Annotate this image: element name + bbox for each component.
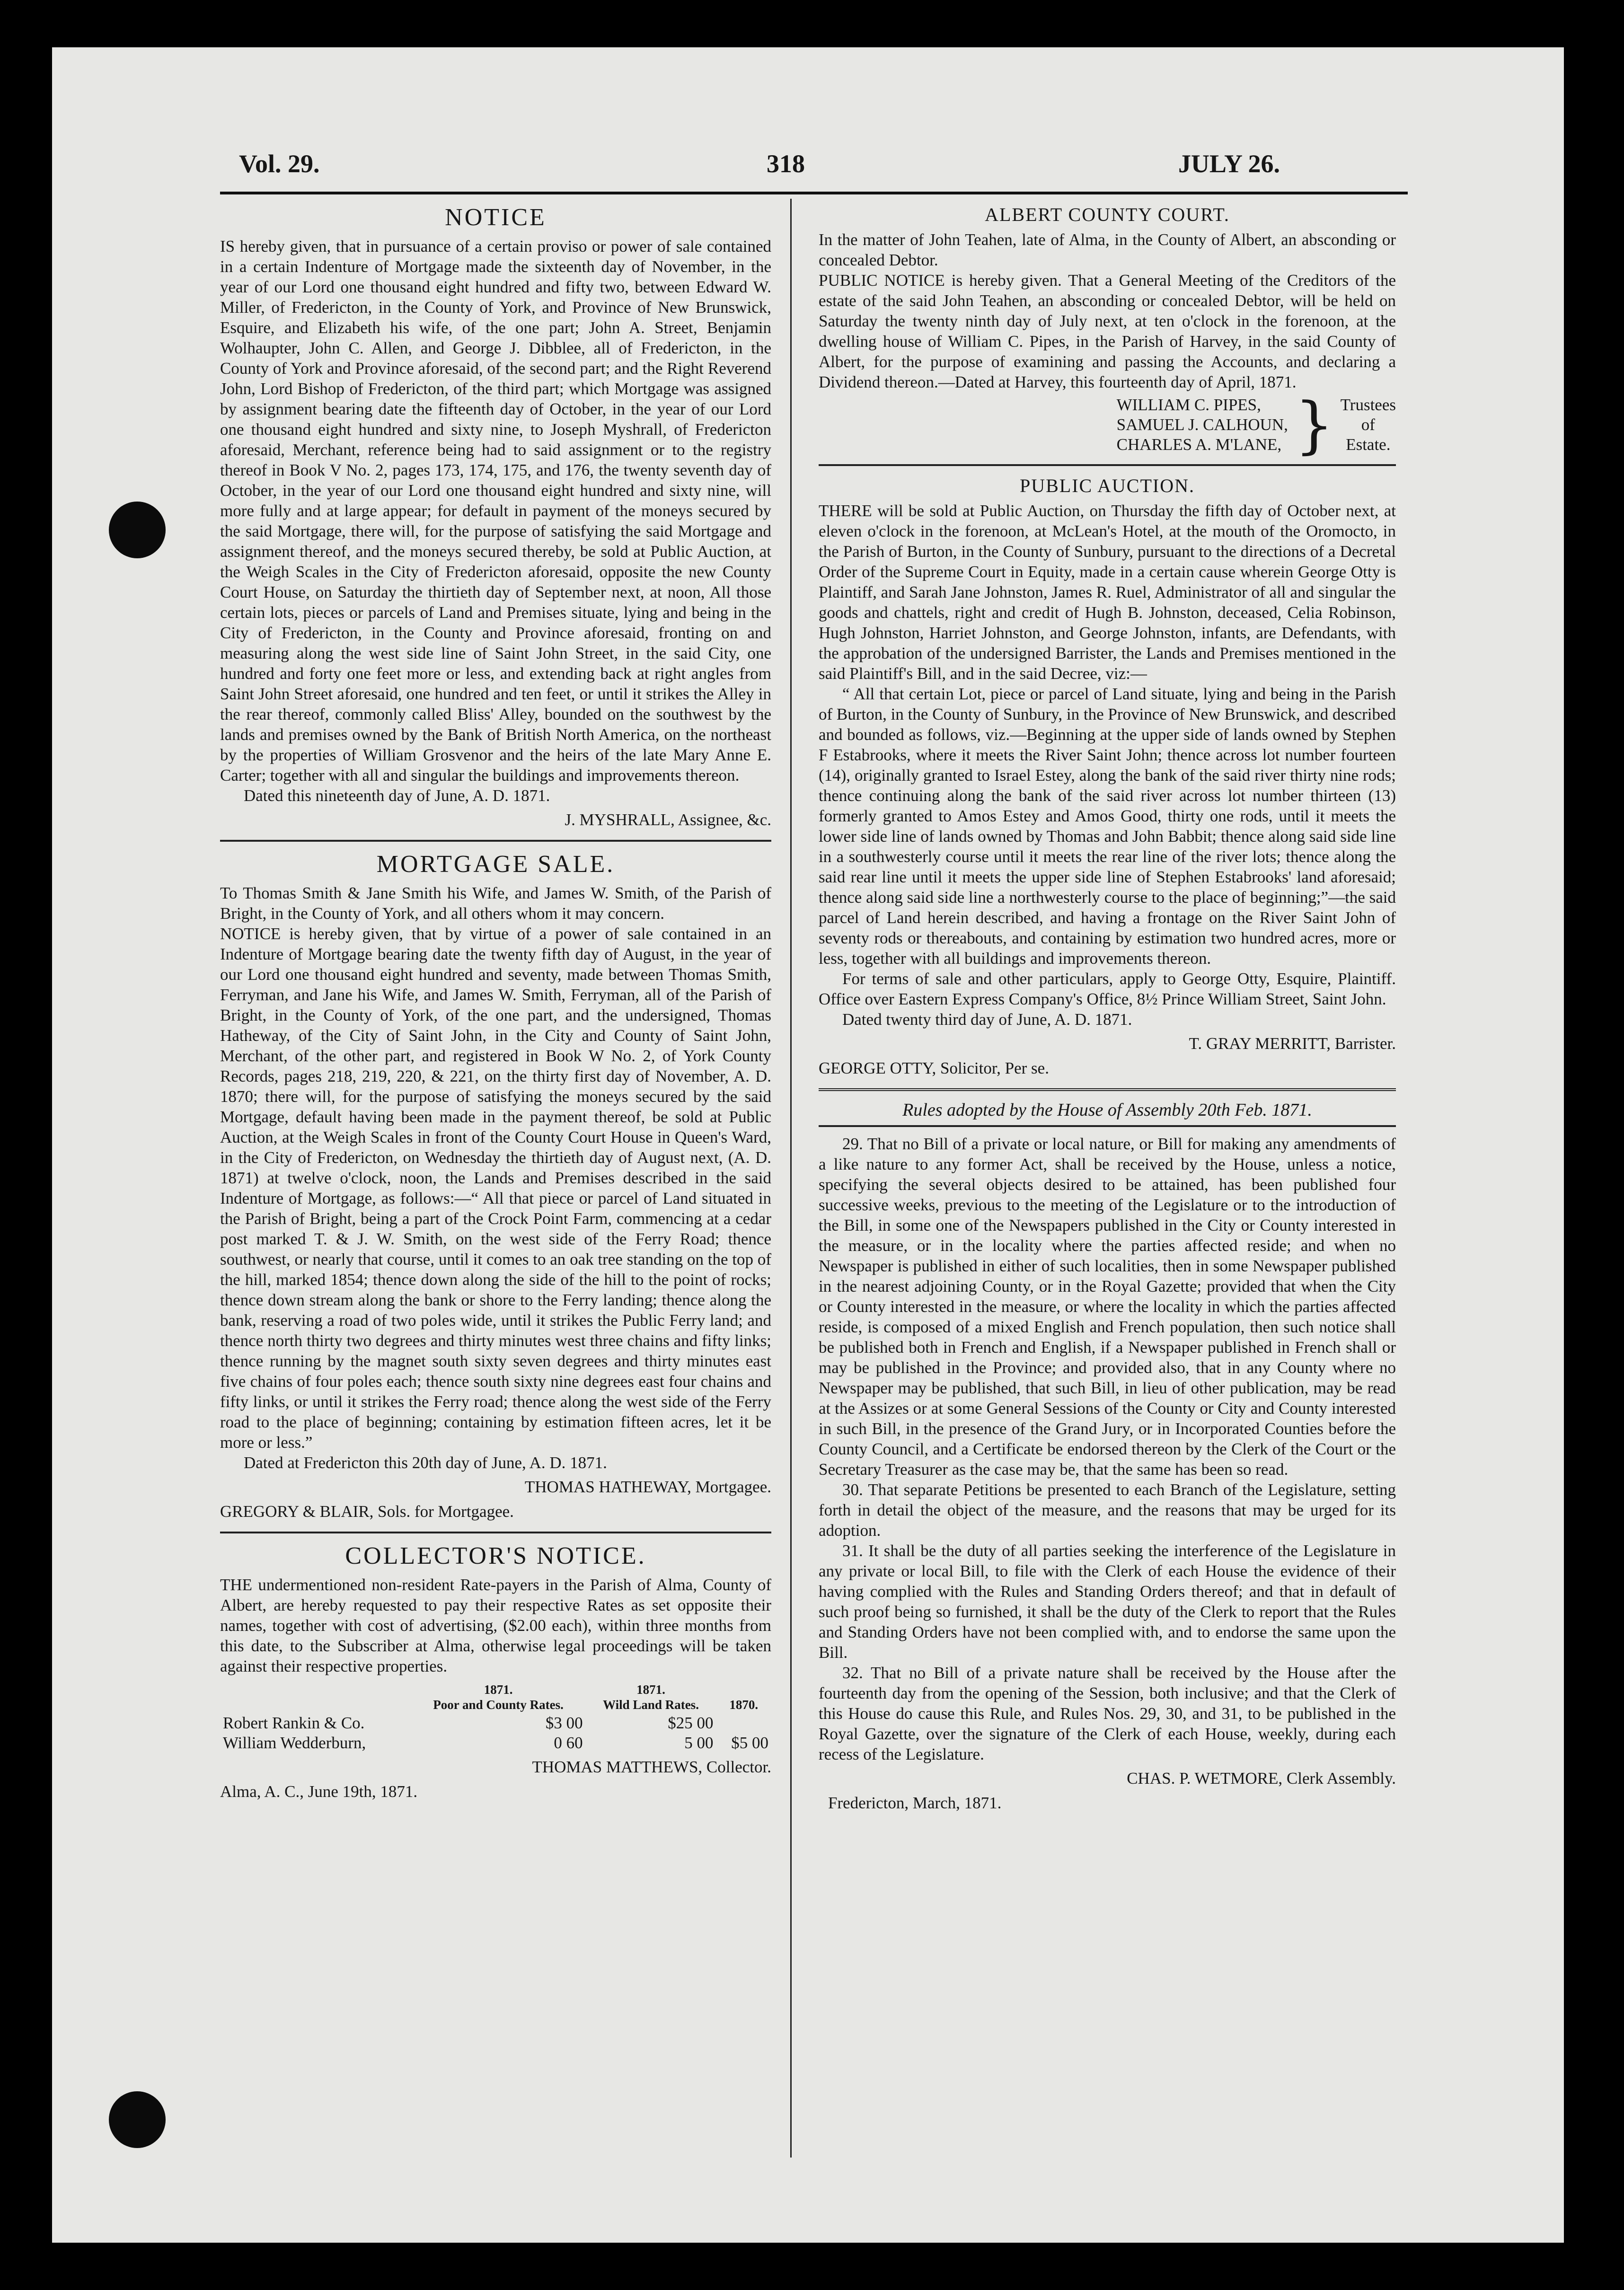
trustee-name: SAMUEL J. CALHOUN,	[1116, 415, 1288, 434]
rule-item: 32. That no Bill of a private nature shall be received by the House after the fourteenth day from the opening of the Session, both inclusive; and that the Clerk of this House do cause this Rule, and Rules Nos. 29, 30, and 31, to be published in the Royal Gazette, over the signature of the Clerk of each House, weekly, during each recess of the Legislature.	[819, 1664, 1396, 1763]
notice-dated: Dated this nineteenth day of June, A. D. 1871.	[244, 786, 550, 805]
rule-item: 29. That no Bill of a private or local nature, or Bill for making any amendments of a like nature to any former Act, shall be received by the House, unless a notice, specifying the several objects desired to be attained, has been published four successive weeks, previous to the meeting of the Legislature or to the introduction of the Bill, in some one of the Newspapers published in the City or County interested in the measure, or in the locality where the parties affected reside; and when no Newspaper is published in either of such localities, then in some Newspaper published in the nearest adjoining County, or in the Royal Gazette; provided that when the City or County interested in the measure, or where the locality in which the parties affected reside, is composed of a mixed English and French population, then such notice shall be published both in French and English, if a Newspaper published in French shall or may be published in the Province; and provided also, that in any County where no Newspaper may be published, that such Bill, in lieu of other publication, may be read at the Assizes or at some General Sessions of the County or City and County interested in such Bill, in the presence of the Grand Jury, or in Incorporated Counties before the County Council, and a Certificate be endorsed thereon by the Clerk of the Court or the Secretary Treasurer as the case may be, that the same has been so read.	[819, 1135, 1396, 1479]
issue-date: JULY 26.	[1178, 150, 1280, 178]
public-auction-body: THERE will be sold at Public Auction, on Thursday the fifth day of October next, at eleven o'clock in the forenoon, at McLean's Hotel, at the mouth of the Oromocto, in the Parish of Burton, in the County of Sunbury, pursuant to the directions of a Decretal Order of the Supreme Court in Equity, made in a certain cause wherein George Otty is Plaintiff, and Sarah Jane Johnston, James R. Ruel, Administrator of all and singular the goods and chattels, right and credit of Hugh B. Johnston, deceased, Celia Robinson, Hugh Johnston, Harriet Johnston, and George Johnston, infants, are Defendants, with the approbation of the undersigned Barrister, the Lands and Premises mentioned in the said Plaintiff's Bill, and in the said Decree, viz:—	[819, 502, 1396, 683]
rules-signature: CHAS. P. WETMORE, Clerk Assembly.	[1127, 1769, 1396, 1788]
section-divider	[220, 840, 771, 842]
collectors-notice-title: COLLECTOR'S NOTICE.	[345, 1542, 646, 1569]
section-divider	[819, 1088, 1396, 1091]
rate-1870	[716, 1713, 771, 1733]
mortgage-sale-body: NOTICE is hereby given, that by virtue of a power of sale contained in an Indenture of Mortgage bearing date the twenty fifth day of August, in the year of our Lord one thousand eight hundred and seventy, made between Thomas Smith, Ferryman, and Jane his Wife, and James W. Smith, Ferryman, all of the Parish of Bright, in the County of York, of the one part, and the undersigned, Thomas Hatheway, of the City of Saint John, in the City and County of Saint John, Merchant, of the other part, and registered in Book W No. 2, of York County Records, pages 218, 219, 220, & 221, on the thirty first day of November, A. D. 1870; there will, for the purpose of satisfying the moneys secured by the said Mortgage, default having been made in the payment thereof, be sold at Public Auction, at the Weigh Scales in front of the County Court House in Queen's Ward, in the City of Fredericton, on Wednesday the thirtieth day of August next, (A. D. 1871) at twelve o'clock, noon, the Lands and Premises described in the said Indenture of Mortgage, as follows:—“ All that piece or parcel of Land situated in the Parish of Bright, being a part of the Crock Point Farm, commencing at a cedar post marked T. & J. W. Smith, on the west side of the Ferry Road; thence southwest, or nearly that course, until it comes to an oak tree standing on the top of the hill, marked 1854; thence down along the side of the hill to the point of rocks; thence down stream along the bank or shore to the Ferry landing; thence along the bank, reserving a road of two poles wide, until it strikes the Public Ferry land; and thence north thirty two degrees and thirty minutes west three chains and fifty links; thence running by the magnet south sixty seven degrees and thirty minutes east five chains of four poles each; thence south sixty nine degrees east four chains and fifty links, or until it strikes the Ferry road; thence along the west side of the Ferry road to the place of beginning; containing by estimation fifteen acres, let it be more or less.”	[220, 925, 771, 1452]
public-auction-dated: Dated twenty third day of June, A. D. 1871.	[842, 1010, 1132, 1029]
rate-1870: $5 00	[731, 1734, 768, 1752]
table-row	[220, 1733, 771, 1753]
ratepayer-name: Robert Rankin & Co.	[223, 1714, 365, 1732]
rates-table-header	[220, 1681, 771, 1713]
trustee-names	[1117, 395, 1288, 455]
rule-item: 31. It shall be the duty of all parties seeking the interference of the Legislature in any private or local Bill, to file with the Clerk of each House the evidence of their having complied with the Rules and Standing Orders thereof; and that in default of such proof being so furnished, it shall be the duty of the Clerk to report that the Rules and Standing Orders have not been complied with, and to endorse the same upon the Bill.	[819, 1541, 1396, 1662]
public-auction-terms: For terms of sale and other particulars, apply to George Otty, Esquire, Plaintiff. Office over Eastern Express Company's Office, 8½ Prince William Street, Saint John.	[819, 969, 1396, 1008]
trustees-role: Trustees of Estate.	[1340, 396, 1396, 454]
page-number: 318	[767, 150, 805, 178]
right-column	[819, 203, 1396, 1817]
trustee-name: CHARLES A. M'LANE,	[1116, 435, 1282, 454]
notice-title: NOTICE	[445, 204, 547, 231]
trustee-name: WILLIAM C. PIPES,	[1116, 396, 1261, 414]
collectors-notice-dated: Alma, A. C., June 19th, 1871.	[220, 1782, 418, 1801]
public-auction-signature: T. GRAY MERRITT, Barrister.	[1189, 1034, 1396, 1053]
section-divider	[220, 1532, 771, 1533]
collectors-notice-section	[220, 1542, 771, 1802]
brace-icon: }	[1294, 389, 1334, 461]
left-column	[220, 203, 771, 1806]
public-auction-title: PUBLIC AUCTION.	[1019, 475, 1195, 496]
poor-rate: 0 60	[554, 1734, 583, 1752]
collectors-notice-signature: THOMAS MATTHEWS, Collector.	[532, 1758, 771, 1776]
albert-court-section	[819, 203, 1396, 461]
rates-column-header: 1870.	[729, 1698, 759, 1712]
rates-table	[220, 1681, 771, 1753]
public-auction-description: “ All that certain Lot, piece or parcel of Land situate, lying and being in the Parish of Burton, in the County of Sunbury, in the Province of New Brunswick, and described and bounded as follows, viz.—Beginning at the upper side of lands owned by Stephen F Estabrooks, where it meets the River Saint John; thence across lot number fourteen (14), originally granted to Israel Estey, along the bank of the said river thirty nine rods; thence continuing along the bank of the said river across lot number thirteen (13) formerly granted to Amos Estey and Amos Good, thirty one rods, until it meets the lower side line of lands owned by Thomas and John Babbit; thence along said side line in a southwesterly course until it meets the rear line of the river lots; thence along the said rear line until it meets the upper side line of Stephen Estabrooks' land aforesaid; thence along said side line a northwesterly course to the place of beginning;”—the said parcel of Land herein described, and having a frontage on the River Saint John of seventy rods or thereabouts, and containing by estimation two hundred acres, more or less, together with all buildings and improvements thereon.	[819, 685, 1396, 968]
public-auction-section	[819, 475, 1396, 1079]
table-row	[220, 1713, 771, 1733]
mortgage-sale-section	[220, 850, 771, 1522]
trustees-block	[819, 389, 1396, 461]
albert-court-title: ALBERT COUNTY COURT.	[985, 204, 1230, 225]
newspaper-page	[52, 47, 1564, 2243]
rules-title: Rules adopted by the House of Assembly 20th Feb. 1871.	[902, 1100, 1312, 1120]
albert-court-matter: In the matter of John Teahen, late of Alma, in the County of Albert, an absconding or concealed Debtor.	[819, 230, 1396, 269]
albert-court-body: PUBLIC NOTICE is hereby given. That a General Meeting of the Creditors of the estate of the said John Teahen, an absconding or concealed Debtor, will be held on Saturday the twenty ninth day of July next, at ten o'clock in the forenoon, at the dwelling house of William C. Pipes, in the Parish of Harvey, in the said County of Albert, for the purpose of examining and passing the Accounts, and declaring a Dividend thereon.—Dated at Harvey, this fourteenth day of April, 1871.	[819, 271, 1396, 391]
binding-hole	[109, 2091, 166, 2148]
volume-label: Vol. 29.	[239, 150, 320, 178]
rates-column-header: 1871. Wild Land Rates.	[603, 1682, 699, 1712]
wild-land-rate: $25 00	[668, 1714, 714, 1732]
mortgage-sale-dated: Dated at Fredericton this 20th day of June, A. D. 1871.	[244, 1453, 607, 1472]
public-auction-solicitor: GEORGE OTTY, Solicitor, Per se.	[819, 1059, 1049, 1077]
notice-section	[220, 203, 771, 830]
mortgage-sale-address: To Thomas Smith & Jane Smith his Wife, and James W. Smith, of the Parish of Bright, in the County of York, and all others whom it may concern.	[220, 884, 771, 923]
rule-item: 30. That separate Petitions be presented to each Branch of the Legislature, setting forth in detail the object of the measure, and the reasons that may be urged for its adoption.	[819, 1480, 1396, 1540]
section-divider	[819, 1125, 1396, 1127]
ratepayer-name: William Wedderburn,	[223, 1734, 366, 1752]
notice-signature: J. MYSHRALL, Assignee, &c.	[565, 810, 771, 829]
rates-column-header: 1871. Poor and County Rates.	[433, 1682, 564, 1712]
column-divider	[790, 199, 792, 2158]
mortgage-sale-solicitors: GREGORY & BLAIR, Sols. for Mortgagee.	[220, 1502, 514, 1521]
rules-section	[819, 1100, 1396, 1814]
mortgage-sale-title: MORTGAGE SALE.	[376, 851, 615, 878]
collectors-notice-body: THE undermentioned non-resident Rate-payers in the Parish of Alma, County of Albert, are hereby requested to pay their respective Rates as set opposite their names, together with cost of advertising, ($2.00 each), within three months from this date, to the Subscriber at Alma, otherwise legal proceedings will be taken against their respective properties.	[220, 1576, 771, 1675]
header-rule	[220, 192, 1408, 194]
poor-rate: $3 00	[545, 1714, 583, 1732]
wild-land-rate: 5 00	[684, 1734, 714, 1752]
rules-dated: Fredericton, March, 1871.	[828, 1794, 1002, 1812]
binding-hole	[109, 502, 166, 558]
notice-body: IS hereby given, that in pursuance of a certain proviso or power of sale contained in a certain Indenture of Mortgage made the sixteenth day of November, in the year of our Lord one thousand eight hundred and fifty two, between Edward W. Miller, of Fredericton, in the County of York, and Province of New Brunswick, Esquire, and Elizabeth his wife, of the one part; John A. Street, Benjamin Wolhaupter, John C. Allen, and George J. Dibblee, all of Fredericton, in the County of York and Province aforesaid, of the second part; and the Right Reverend John, Lord Bishop of Fredericton, of the third part; which Mortgage was assigned by assignment bearing date the fifteenth day of October, in the year of our Lord one thousand eight hundred and sixty nine, to Joseph Myshrall, of Fredericton aforesaid, Merchant, reference being had to said assignment or to the registry thereof in Book V No. 2, pages 173, 174, 175, and 176, the twenty seventh day of October, in the year of our Lord one thousand eight hundred and sixty nine, will more fully and at large appear; for default in payment of the moneys secured by the said Mortgage, there will, for the purpose of satisfying the said Mortgage and assignment thereof, and the moneys secured thereby, be sold at Public Auction, at the Weigh Scales in the City of Fredericton aforesaid, opposite the new County Court House, on Saturday the thirtieth day of September next, at noon, All those certain lots, pieces or parcels of Land and Premises situate, lying and being in the City of Fredericton, in the County and Province aforesaid, fronting on and measuring along the west side line of Saint John Street, in the said City, one hundred and forty one feet more or less, and extending back at right angles from Saint John Street aforesaid, one hundred and ten feet, or until it strikes the Alley in the rear thereof, commonly called Bliss' Alley, bounded on the southwest by the lands and premises owned by the Bank of British North America, on the northeast by the properties of William Grosvenor and the heirs of the late Mary Anne E. Carter; together with all and singular the buildings and improvements thereon.	[220, 237, 771, 784]
mortgage-sale-signature: THOMAS HATHEWAY, Mortgagee.	[524, 1478, 771, 1496]
section-divider	[819, 464, 1396, 466]
